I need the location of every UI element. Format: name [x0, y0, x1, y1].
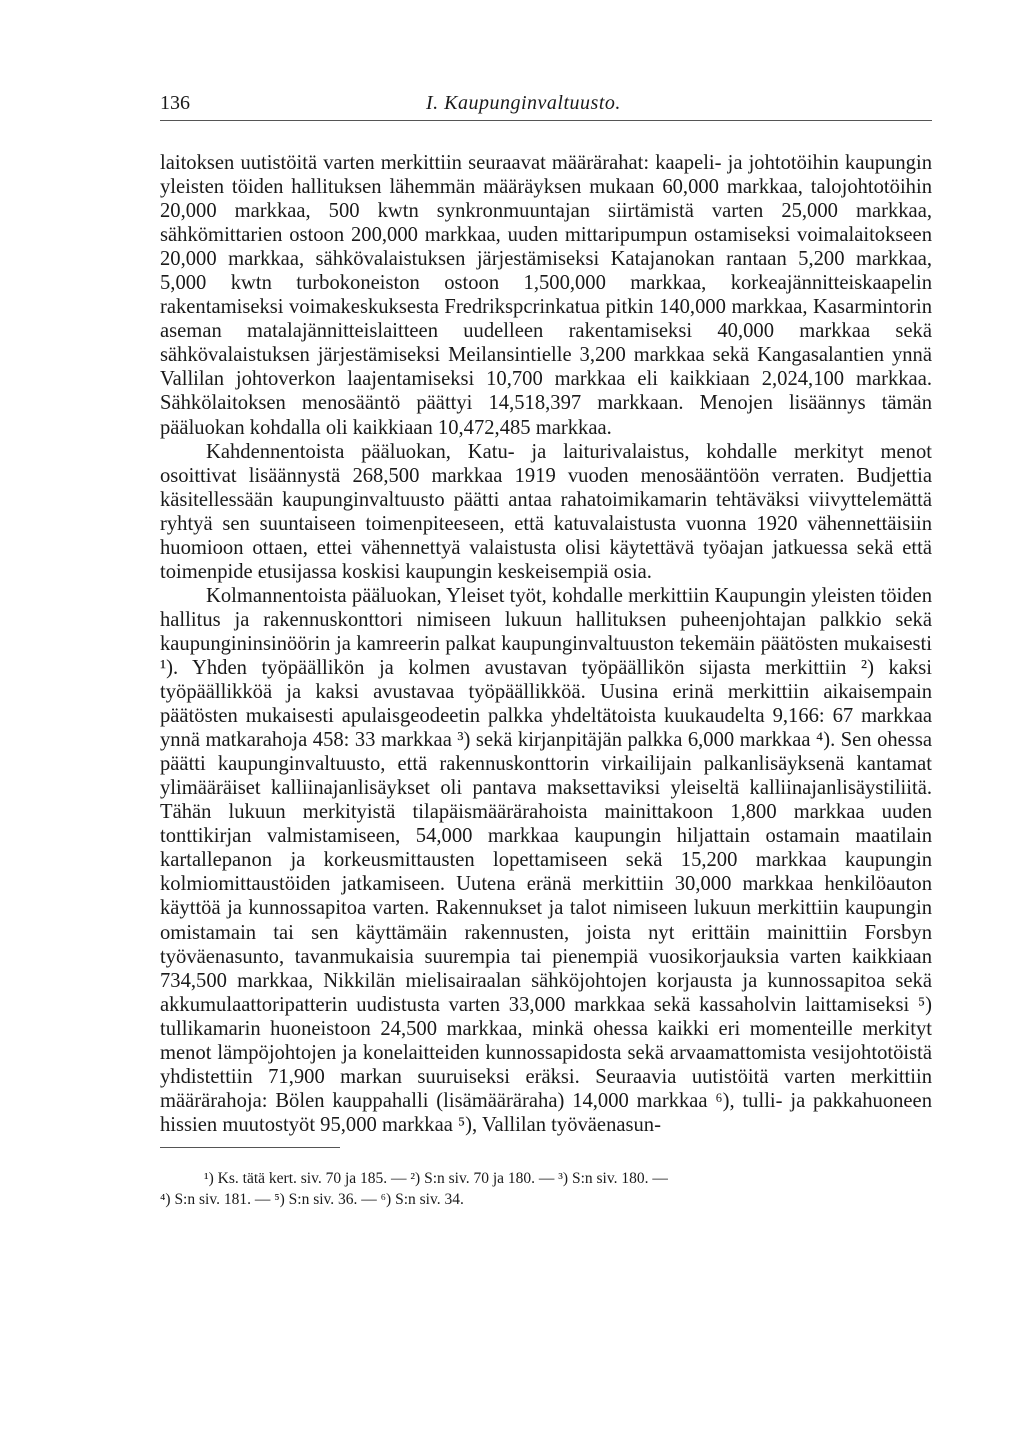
- chapter-title: I. Kaupunginvaltuusto.: [426, 92, 621, 114]
- page-number: 136: [160, 92, 190, 114]
- paragraph: laitoksen uutistöitä varten merkittiin seuraavat määrärahat: kaapeli- ja johtotöihin kaupungin yleisten töiden hallituksen lähemmän määräyksen mukaan 60,000 markkaa, talojohtotöihin 20,000 markkaa, 500 kwtn synkronmuuntajan siirtämistä varten 25,000 markkaa, sähkömittarien ostoon 200,000 markkaa, uuden mittaripumpun ostamiseksi voimalaitokseen 20,000 markkaa, sähkövalaistuksen järjestämiseksi Katajanokan rantaan 5,200 markkaa, 5,000 kwtn turbokoneiston ostoon 1,500,000 markkaa, korkeajännitteiskaapelin rakentamiseksi voimakeskuksesta Fredrikspcrinkatua pitkin 140,000 markkaa, Kasarmintorin aseman matalajännitteislaitteen uudelleen rakentamiseksi 40,000 markkaa sekä sähkövalaistuksen järjestämiseksi Meilansintielle 3,200 markkaa sekä Kangasalantien ynnä Vallilan johtoverkon laajentamiseksi 10,700 markkaa eli kaikkiaan 2,024,100 markkaa. Sähkölaitoksen menosääntö päättyi 14,518,397 markkaan. Menojen lisäännys tämän pääluokan kohdalla oli kaikkiaan 10,472,485 markkaa.: [160, 152, 932, 439]
- running-head: [160, 92, 932, 120]
- header-rule: [160, 120, 932, 121]
- footnote-line: ⁴) S:n siv. 181. — ⁵) S:n siv. 36. — ⁶) S:n siv. 34.: [160, 1190, 464, 1208]
- book-page: [160, 92, 932, 1210]
- footnote-rule: [160, 1147, 340, 1148]
- footnotes: [160, 1168, 932, 1210]
- body-text: [160, 151, 932, 1137]
- paragraph: Kolmannentoista pääluokan, Yleiset työt, kohdalle merkittiin Kaupungin yleisten töiden hallitus ja rakennuskonttori nimiseen lukuun hallituksen puheenjohtajan palkkio sekä kaupungininsinöörin ja kamreerin palkat kaupunginvaltuuston tekemäin päätösten mukaisesti ¹). Yhden työpäällikön ja kolmen avustavan työpäällikön sijasta merkittiin ²) kaksi työpäällikköä ja kaksi avustavaa työpäällikköä. Uusina erinä merkittiin aikaisempain päätösten mukaisesti apulaisgeodeetin palkka yhdeltätoista kuukaudelta 9,166: 67 markkaa ynnä matkarahoja 458: 33 markkaa ³) sekä kirjanpitäjän palkka 6,000 markkaa ⁴). Sen ohessa päätti kaupunginvaltuusto, että rakennuskonttorin virkailijain palkanlisäyksenä kantamat ylimääräiset kalliinajanlisäykset oli pantava maksettaviksi yleiseltä kalliinajanlisäystiliitä. Tähän lukuun merkityistä tilapäismäärärahoista mainittakoon 1,800 markkaa uuden tonttikirjan valmistamiseen, 54,000 markkaa kaupungin hiljattain ostamain maatilain kartallepanon ja korkeusmittausten lopettamiseen sekä 15,200 markkaa kaupungin kolmiomittaustöiden jatkamiseen. Uutena eränä merkittiin 30,000 markkaa henkilöauton käyttöä ja kunnossapitoa varten. Rakennukset ja talot nimiseen lukuun merkittiin kaupungin omistamain tai sen käyttämäin rakennusten, joista nyt erittäin mainittiin Forsbyn työväenasunto, tavanmukaisia suurempia tai pienempiä vuosikorjauksia varten kaikkiaan 734,500 markkaa, Nikkilän mielisairaalan sähköjohtojen korjausta ja kunnossapitoa sekä akkumulaattoripatterin uudistusta varten 33,000 markkaa sekä kassaholvin laittamiseksi ⁵) tullikamarin huoneistoon 24,500 markkaa, minkä ohessa kaikki eri momenteille merkityt menot lämpöjohtojen ja konelaitteiden kunnossapidosta sekä arvaamattomista vesijohtotöistä yhdistettiin 71,900 markan suuruiseksi eräksi. Seuraavia uutistöitä varten merkittiin määrärahoja: Bölen kauppahalli (lisämääräraha) 14,000 markkaa ⁶), tulli- ja pakkahuoneen hissien muutostyöt 95,000 markkaa ⁵), Vallilan työväenasun-: [160, 584, 932, 1136]
- paragraph: Kahdennentoista pääluokan, Katu- ja laiturivalaistus, kohdalle merkityt menot osoittivat lisäännystä 268,500 markkaa 1919 vuoden menosääntöön verraten. Budjettia käsitellessään kaupunginvaltuusto päätti antaa rahatoimikamarin tehtäväksi viivyttelemättä ryhtyä sen suuntaiseen toimenpiteeseen, että katuvalaistusta vuonna 1920 vähennettäisiin huomioon ottaen, ettei vähennettyä valaistusta olisi käytettävä työajan jatkuessa sekä että toimenpide etusijassa koskisi kaupungin keskeisempiä osia.: [160, 440, 932, 583]
- footnote-line: ¹) Ks. tätä kert. siv. 70 ja 185. — ²) S:n siv. 70 ja 180. — ³) S:n siv. 180. —: [204, 1169, 668, 1187]
